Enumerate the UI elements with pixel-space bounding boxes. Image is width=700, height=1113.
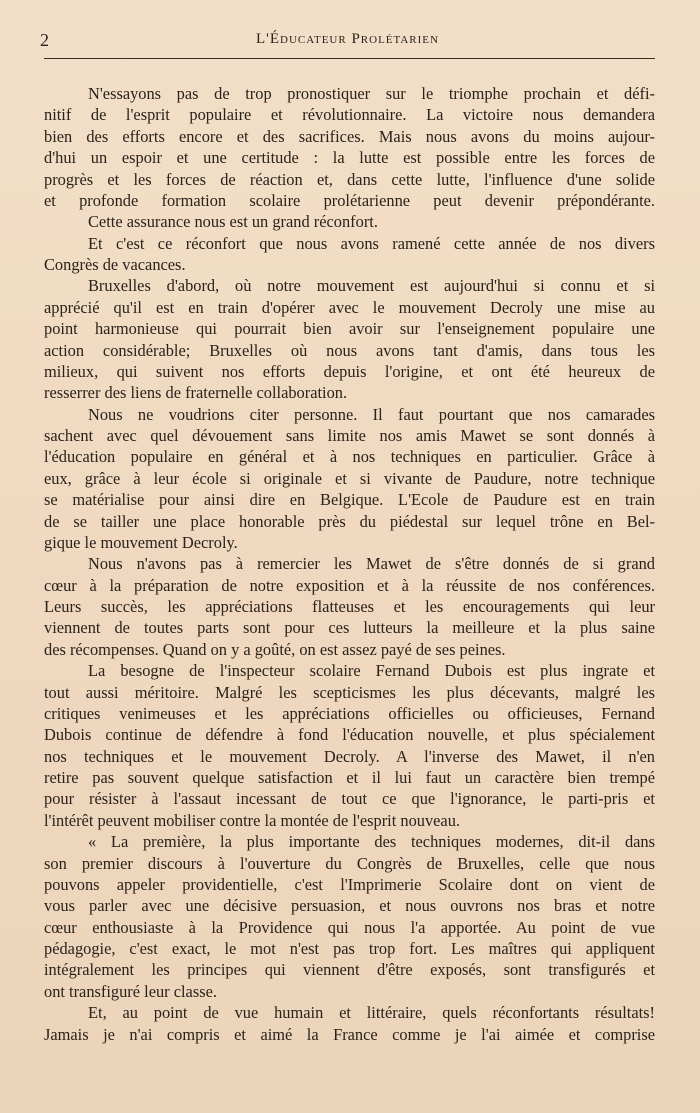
- text-line: nos techniques et le mouvement Decroly. A l'inverse des Mawet, il n'en: [44, 746, 655, 766]
- text-line: milieux, qui suivent nos efforts depuis l'origine, et ont été heureux de: [44, 361, 655, 381]
- text-line: cœur enthousiaste à la Providence qui nous l'a apportée. Au point de vue: [44, 917, 655, 937]
- article-body: [44, 83, 655, 1045]
- text-line: pédagogie, c'est exact, le mot n'est pas trop fort. Les maîtres qui appliquent: [44, 939, 655, 958]
- text-line: action considérable; Bruxelles où nous avons tant d'amis, dans tous les: [44, 340, 655, 360]
- text-line: vous parler avec une décisive persuasion, et nous ouvrons nos bras et notre: [44, 896, 655, 916]
- text-line: Et, au point de vue humain et littéraire, quels réconfortants résultats!: [88, 1003, 655, 1023]
- text-line: Nous ne voudrions citer personne. Il faut pourtant que nos camarades: [88, 404, 655, 424]
- text-line: Nous n'avons pas à remercier les Mawet de s'être donnés de si grand: [88, 554, 655, 574]
- text-line: des récompenses. Quand on y a goûté, on est assez payé de ses peines.: [44, 639, 506, 659]
- text-line: pouvons appeler providentielle, c'est l'Imprimerie Scolaire dont on vient de: [44, 874, 655, 894]
- text-line: apprécié qu'il est en train d'opérer avec le mouvement Decroly une mise au: [44, 297, 655, 317]
- text-line: Cette assurance nous est un grand réconfort.: [88, 212, 378, 232]
- text-line: de se tailler une place honorable près du piédestal sur lequel trône en Bel-: [44, 511, 655, 531]
- text-line: sachent avec quel dévouement sans limite nos amis Mawet se sont donnés à: [44, 426, 655, 445]
- text-line: d'hui un espoir et une certitude : la lutte est possible entre les forces de: [44, 148, 655, 168]
- header-rule: [44, 58, 655, 59]
- text-line: ont transfiguré leur classe.: [44, 981, 217, 1001]
- text-line: Dubois continue de défendre à fond l'éducation nouvelle, et plus spécialement: [44, 725, 655, 745]
- text-line: l'éducation populaire en général et à nos techniques en particulier. Grâce à: [44, 447, 655, 467]
- text-line: resserrer des liens de fraternelle collaboration.: [44, 383, 348, 403]
- text-line: point harmonieuse qui pourrait bien avoir sur l'enseignement populaire une: [44, 319, 655, 339]
- text-line: viennent de toutes parts sont pour ces lutteurs la meilleure et la plus saine: [44, 618, 655, 638]
- text-line: intégralement les principes qui viennent d'être exposés, sont transfigurés et: [44, 960, 655, 980]
- text-line: tout aussi méritoire. Malgré les scepticismes les plus décevants, malgré les: [44, 682, 655, 702]
- text-line: nitif de l'esprit populaire et révolutionnaire. La victoire nous demandera: [44, 105, 655, 125]
- text-line: Et c'est ce réconfort que nous avons ramené cette année de nos divers: [88, 233, 655, 253]
- journal-title: L'Éducateur Prolétarien: [256, 31, 439, 47]
- text-line: l'intérêt peuvent mobiliser contre la montée de l'esprit nouveau.: [44, 810, 460, 830]
- text-line: Jamais je n'ai compris et aimé la France comme je l'ai aimée et comprise: [44, 1024, 655, 1044]
- text-line: retire pas souvent quelque satisfaction et il lui faut un caractère bien trempé: [44, 768, 655, 787]
- text-line: Congrès de vacances.: [44, 255, 186, 274]
- text-line: se matérialise pour ainsi dire en Belgique. L'Ecole de Paudure est en train: [44, 490, 655, 510]
- text-line: bien des efforts encore et des sacrifices. Mais nous avons du moins aujour-: [44, 126, 655, 146]
- text-line: son premier discours à l'ouverture du Congrès de Bruxelles, celle que nous: [44, 853, 655, 873]
- text-line: Bruxelles d'abord, où notre mouvement est aujourd'hui si connu et si: [88, 276, 655, 296]
- text-line: progrès et les forces de réaction et, dans cette lutte, l'influence d'une solide: [44, 169, 655, 189]
- text-line: pour résister à l'assaut incessant de tout ce que l'ignorance, le parti-pris et: [44, 789, 655, 809]
- text-line: N'essayons pas de trop pronostiquer sur le triomphe prochain et défi-: [88, 84, 655, 103]
- text-line: gique le mouvement Decroly.: [44, 532, 238, 552]
- text-line: critiques venimeuses et les appréciations officielles ou officieuses, Fernand: [44, 703, 655, 723]
- text-line: eux, grâce à leur école si originale et si vivante de Paudure, notre technique: [44, 468, 655, 488]
- text-line: « La première, la plus importante des techniques modernes, dit-il dans: [88, 832, 655, 852]
- text-line: La besogne de l'inspecteur scolaire Fernand Dubois est plus ingrate et: [88, 661, 655, 681]
- text-line: et profonde formation scolaire prolétarienne peut devenir prépondérante.: [44, 190, 655, 210]
- page-number: 2: [40, 30, 49, 50]
- running-head: [40, 30, 655, 56]
- text-line: Leurs succès, les appréciations flatteuses et les encouragements qui leur: [44, 597, 655, 616]
- text-line: cœur à la préparation de notre exposition et à la réussite de nos conférences.: [44, 575, 655, 595]
